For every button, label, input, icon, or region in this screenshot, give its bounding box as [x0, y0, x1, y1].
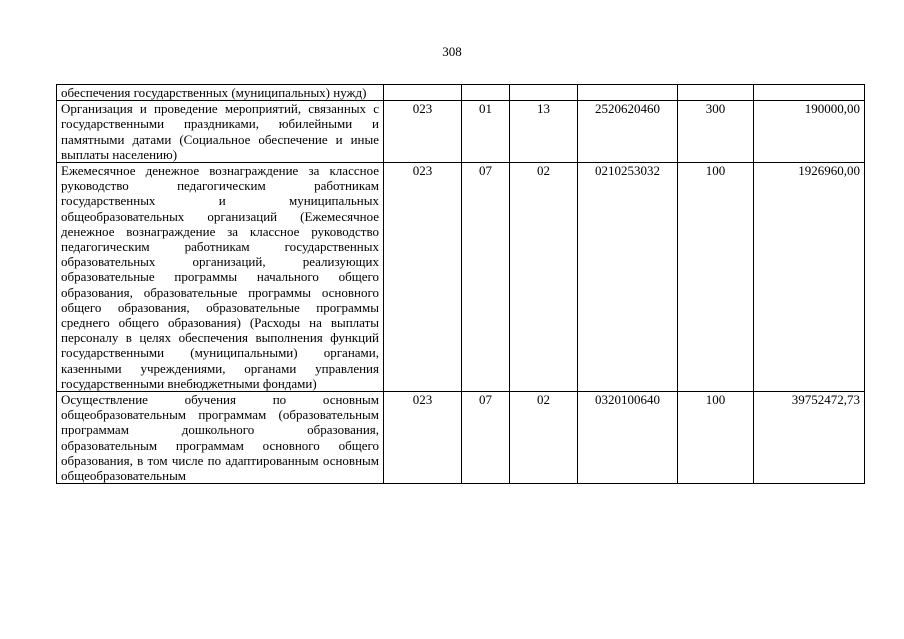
row-target-code [578, 85, 678, 101]
row-admin-code: 023 [384, 392, 462, 484]
row-subsection-code: 13 [510, 101, 578, 163]
row-section-code: 01 [462, 101, 510, 163]
row-amount: 1926960,00 [754, 163, 865, 392]
row-subsection-code: 02 [510, 163, 578, 392]
row-section-code: 07 [462, 163, 510, 392]
row-target-code: 0210253032 [578, 163, 678, 392]
row-subsection-code: 02 [510, 392, 578, 484]
row-description: Ежемесячное денежное вознаграждение за классное руководство педагогическим работникам государственных и муниципальных общеобразовательных организаций (Ежемесячное денежное вознаграждение за классное руководство педагогическим работникам государственных образовательных организаций, реализующих образовательные программы начального общего образования, образовательные программы основного общего образования, образовательные программы среднего общего образования) (Расходы на выплаты персоналу в целях обеспечения выполнения функций государственными (муниципальными) органами, казенными учреждениями, органами управления государственными внебюджетными фондами) [57, 163, 384, 392]
row-admin-code: 023 [384, 101, 462, 163]
row-amount: 39752472,73 [754, 392, 865, 484]
table-row [57, 101, 865, 163]
budget-table [56, 84, 865, 484]
row-description: обеспечения государственных (муниципальных) нужд) [57, 85, 384, 101]
table-row [57, 163, 865, 392]
row-expense-type-code: 300 [678, 101, 754, 163]
row-expense-type-code: 100 [678, 163, 754, 392]
row-expense-type-code [678, 85, 754, 101]
table-row [57, 392, 865, 484]
row-description: Осуществление обучения по основным общеобразовательным программам (образовательным программам дошкольного образования, образовательным программам основного общего образования, в том числе по адаптированным основным общеобразовательным [57, 392, 384, 484]
row-admin-code: 023 [384, 163, 462, 392]
row-target-code: 0320100640 [578, 392, 678, 484]
row-admin-code [384, 85, 462, 101]
row-description: Организация и проведение мероприятий, связанных с государственными праздниками, юбилейными и памятными датами (Социальное обеспечение и иные выплаты населению) [57, 101, 384, 163]
row-section-code [462, 85, 510, 101]
row-target-code: 2520620460 [578, 101, 678, 163]
row-expense-type-code: 100 [678, 392, 754, 484]
row-amount: 190000,00 [754, 101, 865, 163]
row-amount [754, 85, 865, 101]
table-row [57, 85, 865, 101]
row-subsection-code [510, 85, 578, 101]
row-section-code: 07 [462, 392, 510, 484]
page-number: 308 [442, 44, 462, 59]
